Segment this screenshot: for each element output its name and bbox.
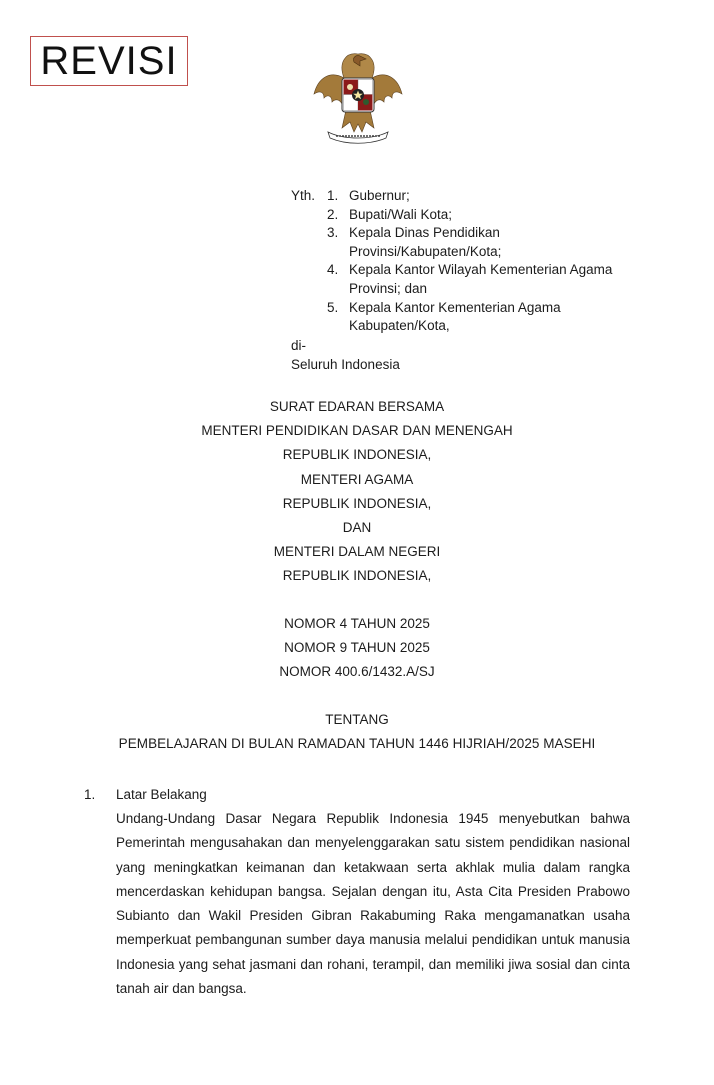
title-line: REPUBLIK INDONESIA,	[282, 447, 432, 463]
recipient-item: 1. Gubernur;	[327, 188, 410, 203]
letter-title	[100, 395, 614, 589]
recipient-item: 3. Kepala Dinas Pendidikan Provinsi/Kabupaten/Kota;	[327, 225, 502, 259]
recipient-item: 4. Kepala Kantor Wilayah Kementerian Agama Provinsi; dan	[327, 262, 613, 296]
recipient-item: 2. Bupati/Wali Kota;	[327, 206, 453, 222]
section-body: Undang-Undang Dasar Negara Republik Indonesia 1945 menyebutkan bahwa Pemerintah mengusahakan dan menyelenggarakan satu sistem pendidikan nasional yang meningkatkan keimanan dan ketakwaan serta akhlak mulia dalam rangka mencerdaskan kehidupan bangsa. Sejalan dengan itu, Asta Cita Presiden Prabowo Subianto dan Wakil Presiden Gibran Rakabuming Raka mengamanatkan usaha memperkuat pembangunan sumber daya manusia melalui pendidikan untuk manusia Indonesia yang sehat jasmani dan rohani, terampil, dan memiliki jiwa sosial dan cinta tanah air dan bangsa.	[116, 811, 630, 997]
title-line: MENTERI AGAMA	[300, 471, 414, 487]
di-label: di-	[291, 338, 307, 353]
title-line: MENTERI DALAM NEGERI	[273, 544, 441, 560]
title-line: REPUBLIK INDONESIA,	[282, 568, 432, 584]
location-text: Seluruh Indonesia	[291, 356, 400, 372]
destination-block	[291, 337, 400, 374]
section-title: Latar Belakang	[116, 787, 207, 802]
nomor-line: NOMOR 4 TAHUN 2025	[284, 616, 430, 631]
garuda-pancasila-emblem	[310, 48, 406, 146]
title-line: DAN	[342, 520, 372, 536]
recipient-list	[327, 187, 647, 336]
nomor-line: NOMOR 400.6/1432.A/SJ	[279, 664, 435, 680]
letter-numbers	[100, 612, 614, 685]
salutation: Yth.	[291, 188, 316, 203]
revisi-stamp: REVISI	[30, 36, 188, 86]
nomor-line: NOMOR 9 TAHUN 2025	[284, 640, 430, 656]
title-line: SURAT EDARAN BERSAMA	[269, 399, 445, 414]
subject-block	[100, 708, 614, 756]
tentang-label: TENTANG	[325, 712, 389, 727]
title-line: MENTERI PENDIDIKAN DASAR DAN MENENGAH	[201, 423, 513, 439]
subject-line: PEMBELAJARAN DI BULAN RAMADAN TAHUN 1446 HIJRIAH/2025 MASEHI	[118, 736, 596, 751]
recipient-item: 5. Kepala Kantor Kementerian Agama Kabupaten/Kota,	[327, 299, 561, 334]
section-number: 1.	[84, 787, 96, 802]
title-line: REPUBLIK INDONESIA,	[282, 495, 432, 511]
